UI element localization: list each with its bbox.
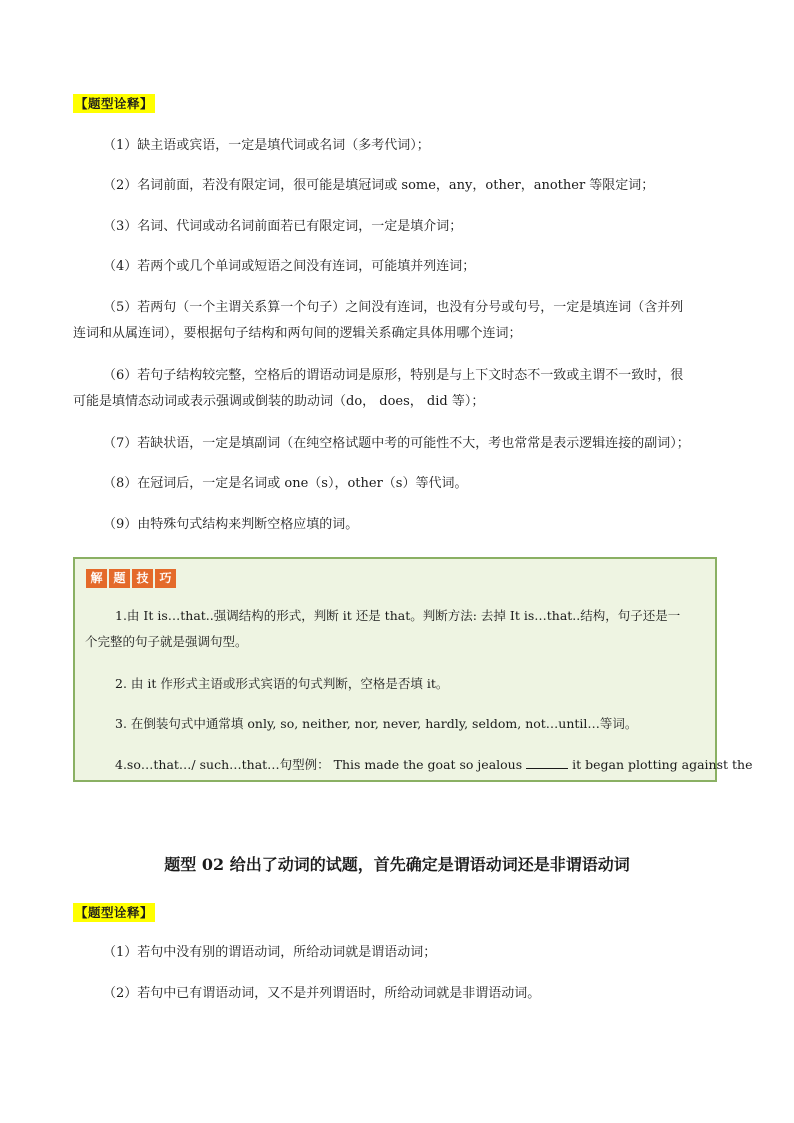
rule-item-7: （7）若缺状语，一定是填副词（在纯空格试题中考的可能性不大，考也常常是表示逻辑连接的副词）；	[103, 436, 690, 451]
section-heading: 题型 02 给出了动词的试题，首先确定是谓语动词还是非谓语动词	[164, 855, 630, 874]
rule-item-6: （6）若句子结构较完整，空格后的谓语动词是原形，特别是与上下文时态不一致或主谓不一致时，很	[103, 368, 684, 383]
rule-item-9: （9）由特殊句式结构来判断空格应填的词。	[103, 517, 359, 532]
rule-item-6-cont: 可能是填情态动词或表示强调或倒装的助动词（do， does， did 等）；	[73, 394, 485, 409]
section-tag-2: 【题型诠释】	[75, 905, 154, 920]
badge-char: 技	[132, 569, 153, 588]
rule-item-4: （4）若两个或几个单词或短语之间没有连词，可能填并列连词；	[103, 259, 476, 274]
tip-line-3: 3. 在倒装句式中通常填 only, so, neither, nor, never, hardly, seldom, not…until…等词。	[115, 716, 638, 731]
tip-line-2: 2. 由 it 作形式主语或形式宾语的句式判断，空格是否填 it。	[115, 676, 449, 691]
badge-char: 巧	[155, 569, 176, 588]
rule-item-2: （2）名词前面，若没有限定词，很可能是填冠词或 some，any，other，another 等限定词；	[103, 178, 655, 193]
rule-item-1: （1）缺主语或宾语，一定是填代词或名词（多考代词）；	[103, 138, 430, 153]
tips-box	[73, 557, 753, 782]
rule-item-3: （3）名词、代词或动名词前面若已有限定词，一定是填介词；	[103, 219, 463, 234]
tip-line-1: 1.由 It is…that..强调结构的形式，判断 it 还是 that。判断方法: 去掉 It is…that..结构，句子还是一	[115, 608, 681, 623]
verb-rule-1: （1）若句中没有别的谓语动词，所给动词就是谓语动词；	[103, 945, 437, 960]
rule-item-8: （8）在冠词后，一定是名词或 one（s），other（s）等代词。	[103, 476, 468, 491]
rule-item-5: （5）若两句（一个主谓关系算一个句子）之间没有连词，也没有分号或句号，一定是填连词（含并列	[103, 300, 684, 315]
fill-blank	[526, 756, 568, 769]
tip-line-4	[115, 756, 752, 774]
rule-item-5-cont: 连词和从属连词），要根据句子结构和两句间的逻辑关系确定具体用哪个连词；	[73, 326, 522, 341]
tips-badge	[86, 569, 176, 588]
tip-line-4-after: it began plotting against the	[572, 757, 753, 772]
tip-line-4-before: 4.so…that…/ such…that…句型例： This made the goat so jealous	[115, 757, 523, 772]
verb-rule-2: （2）若句中已有谓语动词，又不是并列谓语时，所给动词就是非谓语动词。	[103, 986, 541, 1001]
badge-char: 题	[109, 569, 130, 588]
badge-char: 解	[86, 569, 107, 588]
tip-line-1-cont: 个完整的句子就是强调句型。	[85, 634, 248, 649]
section-tag: 【题型诠释】	[75, 96, 154, 111]
